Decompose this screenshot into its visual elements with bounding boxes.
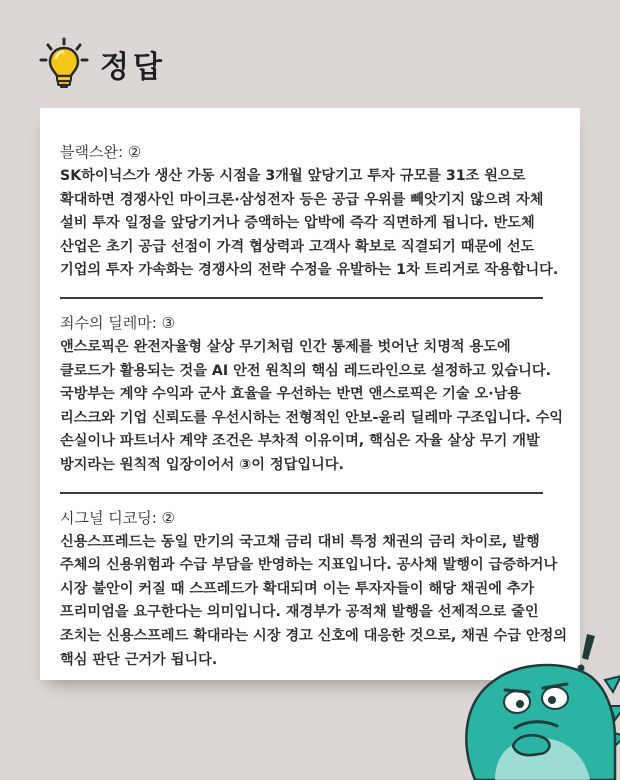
section-title: 블랙스완: ② [60, 143, 142, 161]
section-body: 신용스프레드는 동일 만기의 국고채 금리 대비 특정 채권의 금리 차이로, 발행 주체의 신용위험과 수급 부담을 반영하는 지표입니다. 공사채 발행이 급증하거나 시장 불안이 커질 때 스프레드가 확대되며 이는 투자자들이 해당 채권에 추가 프리미엄을 요구한다는 의미입니다. 재경부가 공적채 발행을 선제적으로 줄인 조치는 신용스프레드 확대라는 시장 경고 신호에 대응한 것으로, 채권 수급 안정의 핵심 판단 근거가 됩니다. [60, 533, 568, 668]
answer-card [40, 108, 580, 680]
answer-section-prisoners-dilemma [60, 312, 568, 478]
page-title: 정답 [100, 50, 166, 85]
header [38, 34, 166, 94]
divider [60, 297, 543, 299]
section-title: 시그널 디코딩: ② [60, 508, 175, 527]
mascot-illustration [455, 620, 620, 780]
answer-section-black-swan [60, 141, 568, 283]
section-body: SK하이닉스가 생산 가동 시점을 3개월 앞당기고 투자 규모를 31조 원으로 확대하면 경쟁사인 마이크론·삼성전자 등은 공급 우위를 빼앗기지 않으려 자체 설비 투자 일정을 앞당기거나 증액하는 압박에 즉각 직면하게 됩니다. 반도체 산업은 초기 공급 선점이 가격 협상력과 고객사 확보로 직결되기 때문에 선도 기업의 투자 가속화는 경쟁사의 전략 수정을 유발하는 1차 트리거로 작용합니다. [60, 168, 559, 279]
lightbulb-icon [38, 36, 90, 92]
answer-content [60, 141, 568, 672]
divider [60, 492, 543, 494]
section-title: 죄수의 딜레마: ③ [60, 313, 175, 332]
section-body: 앤스로픽은 완전자율형 살상 무기처럼 인간 통제를 벗어난 치명적 용도에 클로드가 활용되는 것을 AI 안전 원칙의 핵심 레드라인으로 설정하고 있습니다. 국방부는 계약 수익과 군사 효율을 우선하는 반면 앤스로픽은 기술 오·남용 리스크와 기업 신뢰도를 우선시하는 전형적인 안보-윤리 딜레마 구조입니다. 수익 손실이나 파트너사 계약 조건은 부차적 이유이며, 핵심은 자율 살상 무기 개발 방지라는 원칙적 입장이어서 ③이 정답입니다. [60, 338, 564, 473]
